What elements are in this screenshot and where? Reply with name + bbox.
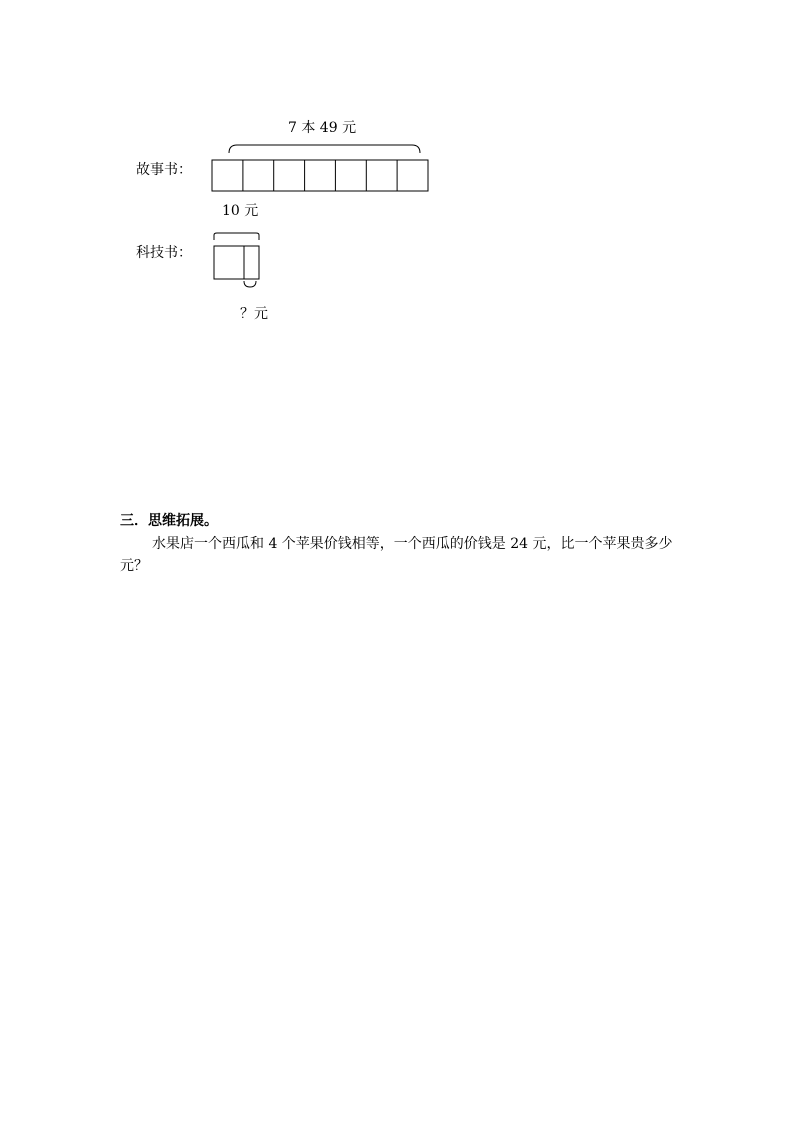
science-books-bottom-brace <box>244 281 256 287</box>
section-3-title: 三．思维拓展。 <box>120 513 218 529</box>
science-books-question-label: ？元 <box>240 306 268 322</box>
story-books-total-brace <box>229 145 420 153</box>
section-3-problem-text: 水果店一个西瓜和 4 个苹果价钱相等，一个西瓜的价钱是 24 元，比一个苹果贵多少元？ <box>120 536 673 574</box>
story-books-cell-dividers <box>243 160 397 191</box>
science-books-bar <box>214 246 259 279</box>
science-books-top-brace <box>214 233 259 240</box>
story-books-total-label: 7 本 49 元 <box>288 120 357 136</box>
story-books-bar <box>212 160 428 191</box>
story-books-label: 故事书： <box>136 162 192 178</box>
science-books-label: 科技书： <box>136 245 192 261</box>
section-3-problem <box>120 533 680 577</box>
science-books-top-label: 10 元 <box>222 203 259 219</box>
